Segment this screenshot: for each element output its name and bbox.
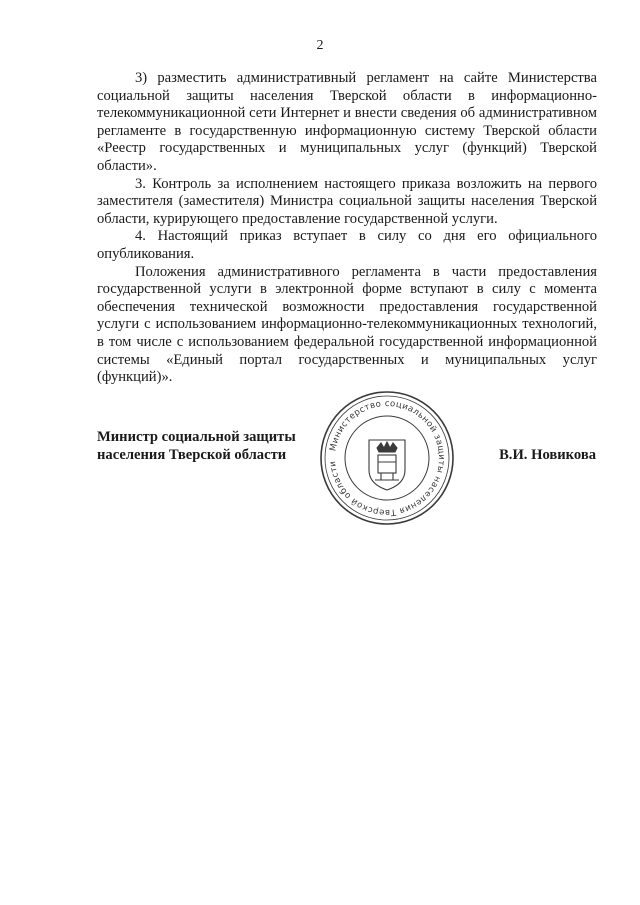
svg-text:Министерство социальной защиты <box>328 399 446 517</box>
signatory-position <box>97 428 327 464</box>
paragraph-effective-date: 4. Настоящий приказ вступает в силу со дня его официального опубликования. <box>97 228 597 262</box>
seal-ring-text: Министерство социальной защиты населения Тверской области <box>328 398 447 518</box>
signatory-position-line2: населения Тверской области <box>97 447 287 463</box>
paragraph-control: 3. Контроль за исполнением настоящего приказа возложить на первого заместителя (заместителя) Министра социальной защиты населения Тверской области, курирующего предоставление государственной услуги. <box>97 175 597 227</box>
coat-of-arms-icon <box>369 440 405 490</box>
document-body <box>97 70 597 387</box>
signatory-position-line1: Министр социальной защиты <box>97 429 296 445</box>
official-seal <box>317 388 457 528</box>
page-number: 2 <box>316 38 324 53</box>
paragraph-item-3-publication: 3) разместить административный регламент на сайте Министерства социальной защиты населения Тверской области в информационно-телекоммуникационной сети Интернет и внести сведения об административном регламенте в государственную информационную систему Тверской области «Реестр государственных и муниципальных услуг (функций) Тверской области». <box>97 70 597 174</box>
paragraph-electronic-provisions: Положения административного регламента в части предоставления государственной услуги в электронной форме вступают в силу с момента обеспечения технической возможности предоставления государственной услуги с использованием информационно-телекоммуникационных технологий, в том числе с использованием федеральной государственной информационной системы «Единый портал государственных и муниципальных услуг (функций)». <box>97 263 597 386</box>
signatory-name: В.И. Новикова <box>499 447 596 463</box>
